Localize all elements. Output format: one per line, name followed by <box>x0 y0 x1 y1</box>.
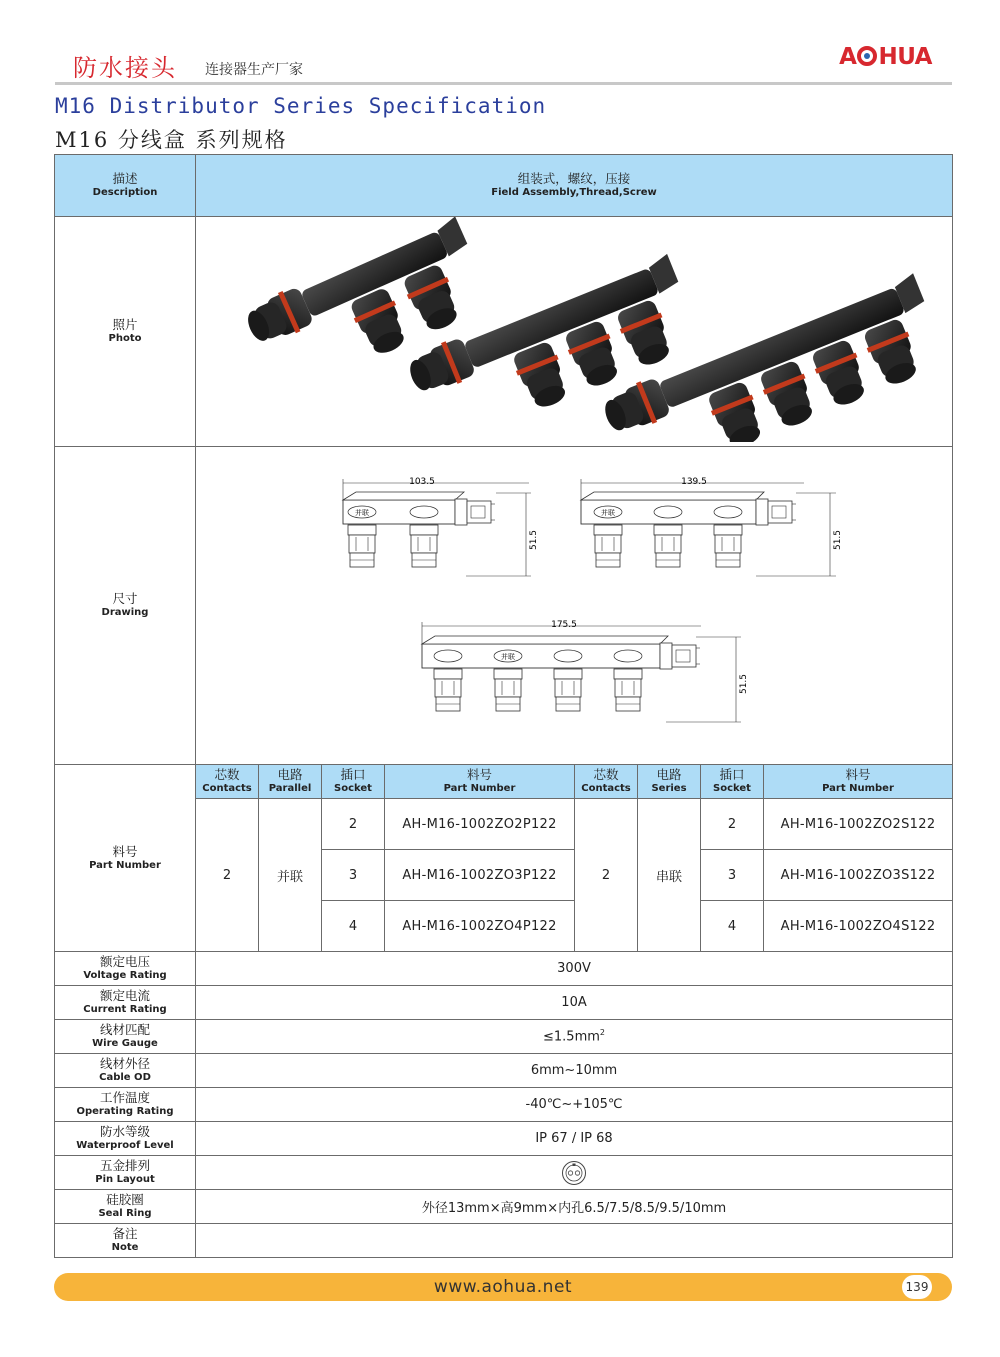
voltage-value: 300V <box>196 952 953 986</box>
page-footer <box>54 1273 952 1301</box>
waterproof-label: 防水等级 Waterproof Level <box>55 1122 196 1156</box>
dim-width-2: 139.5 <box>681 476 707 487</box>
waterproof-row <box>55 1122 953 1156</box>
drawing-row <box>55 447 953 765</box>
parallel-part-number-3: AH-M16-1002ZO4P122 <box>385 901 575 952</box>
brand-logo <box>839 44 932 70</box>
product-photo <box>196 217 953 447</box>
current-row <box>55 986 953 1020</box>
series-contacts: 2 <box>575 799 638 952</box>
photo-label: 照片 Photo <box>55 217 196 447</box>
header-subtitle: 连接器生产厂家 <box>205 62 303 78</box>
header-divider <box>55 82 952 85</box>
cable-od-value: 6mm~10mm <box>196 1054 953 1088</box>
part-number-label: 料号 Part Number <box>55 765 196 952</box>
wire-gauge-label: 线材匹配 Wire Gauge <box>55 1020 196 1054</box>
series-socket-1: 2 <box>701 799 764 850</box>
distributor-photo-image <box>196 217 952 442</box>
hdr-socket-2: 插口 Socket <box>701 765 764 799</box>
note-value <box>196 1224 953 1258</box>
parallel-socket-1: 2 <box>322 799 385 850</box>
hdr-contacts-1: 芯数 Contacts <box>196 765 259 799</box>
parallel-contacts: 2 <box>196 799 259 952</box>
dim-height-1: 51.5 <box>529 529 539 550</box>
website-link[interactable]: www.aohua.net <box>433 1277 573 1297</box>
note-label: 备注 Note <box>55 1224 196 1258</box>
logo-letters-hua: HUA <box>878 44 932 70</box>
pin-layout-value <box>196 1156 953 1190</box>
description-label: 描述 Description <box>55 155 196 217</box>
seal-ring-label: 硅胶圈 Seal Ring <box>55 1190 196 1224</box>
series-part-number-1: AH-M16-1002ZO2S122 <box>764 799 953 850</box>
seal-ring-value: 外径13mm×高9mm×内孔6.5/7.5/8.5/9.5/10mm <box>196 1190 953 1224</box>
voltage-row <box>55 952 953 986</box>
series-part-number-3: AH-M16-1002ZO4S122 <box>764 901 953 952</box>
hdr-socket-1: 插口 Socket <box>322 765 385 799</box>
parallel-part-number-1: AH-M16-1002ZO2P122 <box>385 799 575 850</box>
hdr-part-number-2: 料号 Part Number <box>764 765 953 799</box>
stamp-1: 并联 <box>355 508 369 517</box>
description-value: 组装式，螺纹，压接 Field Assembly,Thread,Screw <box>196 155 953 217</box>
parallel-circuit: 并联 <box>259 799 322 952</box>
spec-table <box>54 154 953 1258</box>
current-label: 额定电流 Current Rating <box>55 986 196 1020</box>
series-part-number-2: AH-M16-1002ZO3S122 <box>764 850 953 901</box>
note-row <box>55 1224 953 1258</box>
drawing-3-way <box>581 477 843 576</box>
drawing-2-way <box>343 477 539 576</box>
hdr-parallel: 电路 Parallel <box>259 765 322 799</box>
series-circuit: 串联 <box>638 799 701 952</box>
current-value: 10A <box>196 986 953 1020</box>
cable-od-row <box>55 1054 953 1088</box>
logo-o-icon <box>857 46 877 66</box>
series-socket-2: 3 <box>701 850 764 901</box>
stamp-3: 并联 <box>501 652 515 661</box>
series-socket-3: 4 <box>701 901 764 952</box>
dim-width-3: 175.5 <box>551 619 577 630</box>
hdr-contacts-2: 芯数 Contacts <box>575 765 638 799</box>
cable-od-label: 线材外径 Cable OD <box>55 1054 196 1088</box>
dimension-drawings-svg <box>196 448 952 764</box>
seal-ring-row <box>55 1190 953 1224</box>
drawing-4-way <box>422 620 749 722</box>
page-number: 139 <box>902 1275 932 1299</box>
dim-height-2: 51.5 <box>833 529 843 550</box>
waterproof-value: IP 67 / IP 68 <box>196 1122 953 1156</box>
header-title: 防水接头 <box>73 54 177 82</box>
photo-row <box>55 217 953 447</box>
pin-layout-row <box>55 1156 953 1190</box>
logo-letter-a: A <box>839 44 857 70</box>
page-title-en: M16 Distributor Series Specification <box>55 94 547 118</box>
dimension-drawings <box>196 447 953 765</box>
parallel-socket-2: 3 <box>322 850 385 901</box>
parallel-socket-3: 4 <box>322 901 385 952</box>
dim-width-1: 103.5 <box>409 476 435 487</box>
stamp-2: 并联 <box>601 508 615 517</box>
drawing-label: 尺寸 Drawing <box>55 447 196 765</box>
pin-layout-label: 五金排列 Pin Layout <box>55 1156 196 1190</box>
operating-value: -40℃~+105℃ <box>196 1088 953 1122</box>
dim-height-3: 51.5 <box>739 673 749 694</box>
description-row <box>55 155 953 217</box>
hdr-series: 电路 Series <box>638 765 701 799</box>
parallel-part-number-2: AH-M16-1002ZO3P122 <box>385 850 575 901</box>
part-number-header-row <box>55 765 953 799</box>
hdr-part-number-1: 料号 Part Number <box>385 765 575 799</box>
operating-row <box>55 1088 953 1122</box>
wire-gauge-value: $\le 1.5mm^2$ <box>196 1020 953 1054</box>
voltage-label: 额定电压 Voltage Rating <box>55 952 196 986</box>
wire-gauge-row <box>55 1020 953 1054</box>
pin-layout-icon <box>561 1160 587 1186</box>
page-header <box>55 40 952 84</box>
page-title-cn: M16 分线盒 系列规格 <box>55 128 288 152</box>
operating-label: 工作温度 Operating Rating <box>55 1088 196 1122</box>
